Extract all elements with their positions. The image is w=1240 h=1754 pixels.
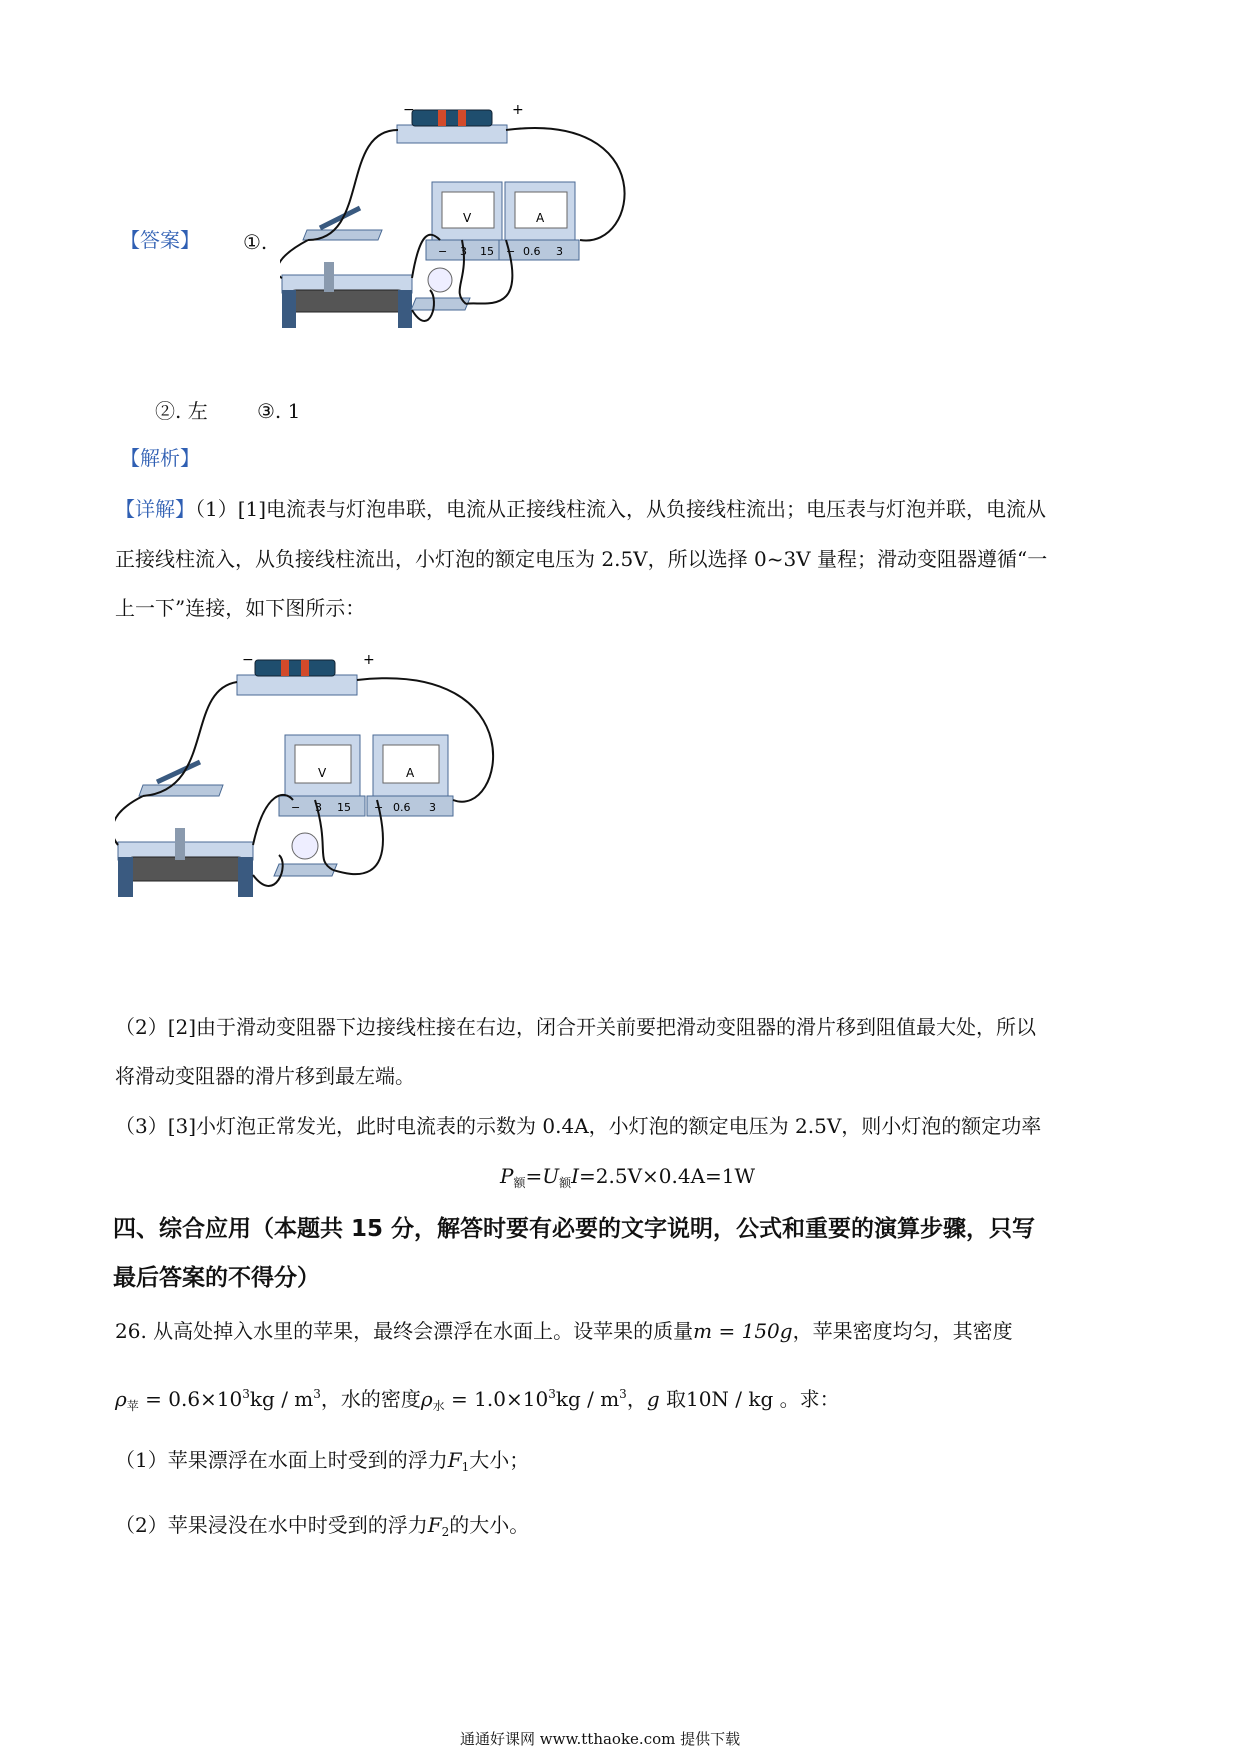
ammeter: [367, 735, 453, 816]
q26-line-2: $\rho_苹 = 0.6\times 10^3kg / m^3$，水的密度$\rho_水 = 1.0\times 10^3kg / m^3$，g 取10N / kg 。求：: [115, 1387, 840, 1413]
circuit-diagram-detail: [115, 650, 535, 940]
ammeter-symbol: A: [406, 766, 415, 780]
ammeter-06: 0.6: [393, 801, 411, 814]
battery: [237, 652, 375, 695]
voltmeter-3: 3: [315, 801, 322, 814]
ammeter-06: 0.6: [523, 245, 541, 258]
answer-item-1: ①.: [243, 230, 268, 254]
part2-line-1: （2）[2]由于滑动变阻器下边接线柱接在右边，闭合开关前要把滑动变阻器的滑片移到阻值最大处，所以: [115, 1015, 1037, 1039]
voltmeter-3: 3: [460, 245, 467, 258]
section-4-heading-line-1: 四、综合应用（本题共 15 分，解答时要有必要的文字说明，公式和重要的演算步骤，只写: [113, 1216, 1036, 1242]
voltmeter-symbol: V: [463, 211, 472, 225]
bulb: [411, 268, 470, 310]
page-footer: 通通好课网 www.tthaoke.com 提供下载: [460, 1730, 741, 1748]
answer-label: 【答案】: [120, 228, 200, 252]
analysis-label: 【解析】: [120, 446, 200, 470]
voltmeter-neg: −: [291, 801, 301, 814]
ammeter-3: 3: [556, 245, 563, 258]
battery-minus: −: [403, 102, 415, 118]
voltmeter-15: 15: [337, 801, 351, 814]
ammeter-neg: −: [374, 801, 384, 814]
power-formula: $P_额=U_额I=2.5V\times 0.4A=1W$: [500, 1164, 756, 1190]
battery-plus: +: [363, 652, 375, 668]
detail-line-2: 正接线柱流入，从负接线柱流出，小灯泡的额定电压为 2.5V，所以选择 0~3V 量程；滑动变阻器遵循“一: [115, 547, 1048, 571]
answer-item-3: ③. 1: [257, 399, 301, 423]
detail-line-1: （1）[1]电流表与灯泡串联，电流从正接线柱流入，从负接线柱流出；电压表与灯泡并联，电流从: [195, 497, 1047, 521]
detail-label: 【详解】: [115, 497, 195, 521]
switch: [139, 762, 223, 796]
voltmeter-symbol: V: [318, 766, 327, 780]
detail-line-3: 上一下”连接，如下图所示：: [115, 596, 366, 620]
circuit-diagram-answer: [280, 100, 680, 380]
q26-sub-2: （2）苹果浸没在水中时受到的浮力$F_2$的大小。: [115, 1513, 530, 1539]
switch: [303, 208, 382, 240]
voltmeter-15: 15: [480, 245, 494, 258]
answer-item-2: ②. 左: [155, 399, 208, 423]
voltmeter-neg: −: [438, 245, 448, 258]
part3-line-1: （3）[3]小灯泡正常发光，此时电流表的示数为 0.4A，小灯泡的额定电压为 2.5V，则小灯泡的额定功率: [115, 1114, 1042, 1138]
battery-plus: +: [512, 102, 524, 118]
q26-sub-1: （1）苹果漂浮在水面上时受到的浮力$F_1$大小；: [115, 1448, 530, 1474]
rheostat: [118, 828, 253, 897]
part2-line-2: 将滑动变阻器的滑片移到最左端。: [115, 1064, 415, 1088]
ammeter-neg: −: [506, 245, 516, 258]
battery: [397, 102, 524, 143]
ammeter: [499, 182, 579, 260]
voltmeter: [426, 182, 506, 260]
voltmeter: [279, 735, 365, 816]
q26-line-1: 26. 从高处掉入水里的苹果，最终会漂浮在水面上。设苹果的质量m = 150g，苹果密度均匀，其密度: [115, 1319, 1013, 1343]
rheostat: [282, 262, 412, 328]
battery-minus: −: [242, 652, 254, 668]
bulb: [274, 833, 337, 876]
ammeter-3: 3: [429, 801, 436, 814]
ammeter-symbol: A: [536, 211, 545, 225]
section-4-heading-line-2: 最后答案的不得分）: [113, 1265, 320, 1291]
